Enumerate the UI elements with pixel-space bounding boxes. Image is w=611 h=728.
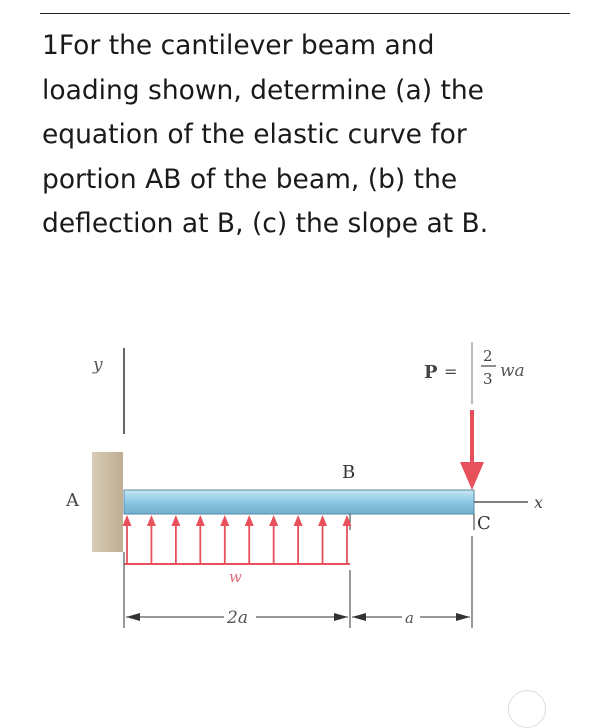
point-a-label: A bbox=[66, 490, 79, 511]
corner-decoration bbox=[508, 690, 546, 728]
fixed-wall bbox=[92, 452, 123, 552]
point-b-label: B bbox=[342, 462, 356, 483]
x-axis-label: x bbox=[534, 493, 544, 512]
problem-line: deflection at B, (c) the slope at B. bbox=[42, 208, 489, 239]
load-arrow-head bbox=[171, 515, 180, 526]
dim-2a-label: 2a bbox=[227, 608, 248, 628]
load-arrow-head bbox=[245, 515, 254, 526]
load-arrow-head bbox=[318, 515, 327, 526]
dim-a-label: a bbox=[405, 609, 414, 627]
y-axis-label: y bbox=[93, 355, 103, 375]
load-arrow-head bbox=[269, 515, 278, 526]
problem-line: loading shown, determine (a) the bbox=[42, 74, 484, 106]
load-arrow-head bbox=[294, 515, 303, 526]
load-arrow-head bbox=[147, 515, 156, 526]
problem-line: equation of the elastic curve for bbox=[42, 119, 467, 150]
load-fraction-numerator: 2 bbox=[483, 347, 493, 365]
problem-line: 1For the cantilever beam and bbox=[42, 30, 435, 61]
distributed-load-label: w bbox=[229, 568, 242, 586]
load-fraction-denominator: 3 bbox=[483, 370, 493, 388]
load-arrow-head bbox=[220, 515, 229, 526]
load-equals: = bbox=[444, 362, 458, 381]
point-load-arrowhead bbox=[460, 462, 484, 490]
problem-line: portion AB of the beam, (b) the bbox=[42, 163, 458, 195]
load-arrow-head bbox=[123, 515, 132, 526]
beam bbox=[124, 490, 474, 514]
point-c-label: C bbox=[477, 513, 491, 534]
distributed-load bbox=[123, 515, 352, 564]
load-p-label: P bbox=[424, 362, 438, 383]
load-arrow-head bbox=[196, 515, 205, 526]
load-wa-label: wa bbox=[500, 361, 525, 381]
